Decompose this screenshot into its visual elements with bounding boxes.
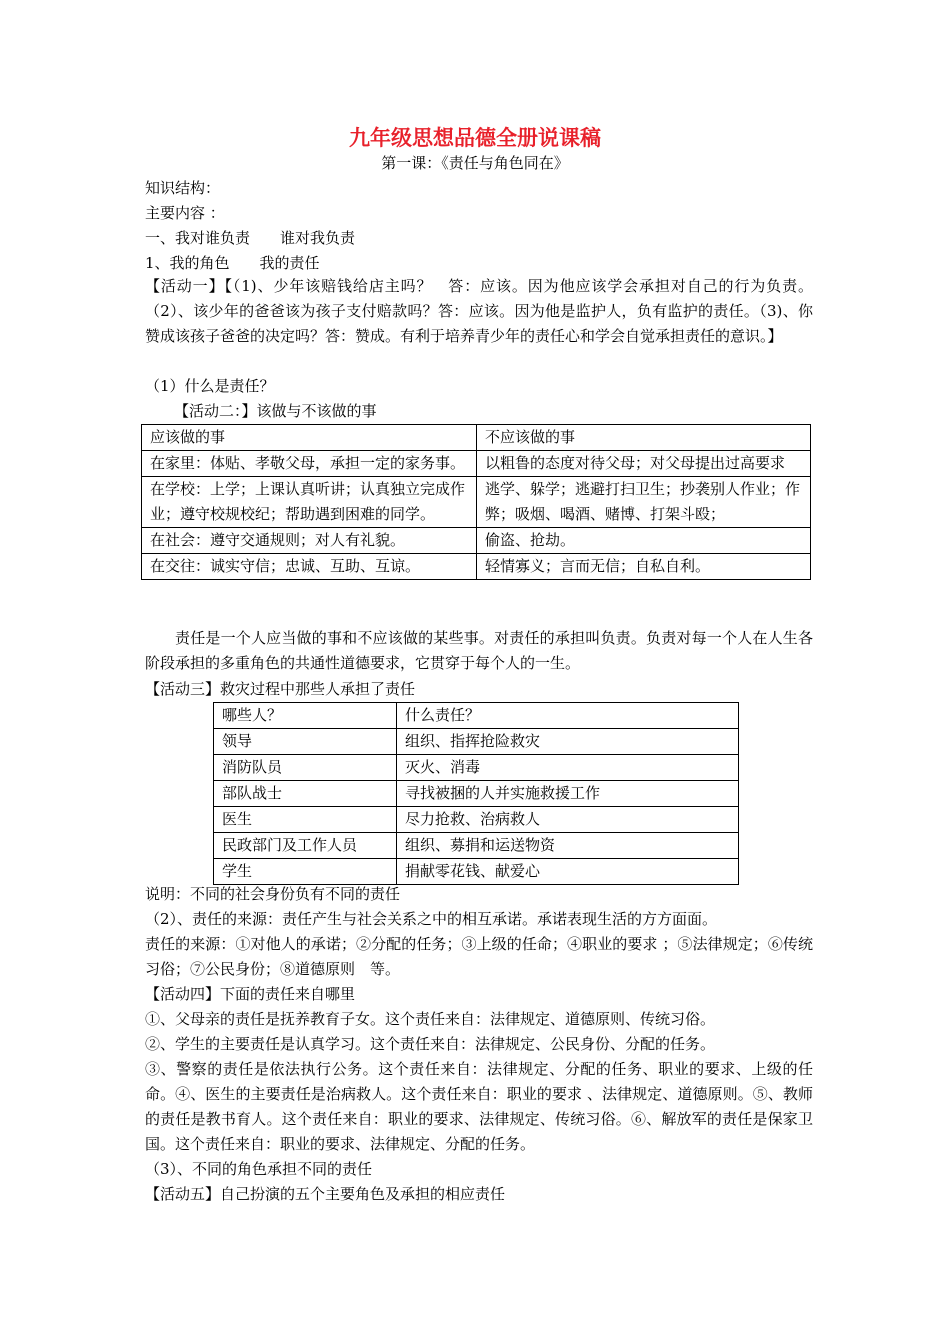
table-cell: 捐献零花钱、献爱心 [397, 859, 739, 885]
table-cell: 轻情寡义；言而无信；自私自利。 [477, 554, 811, 580]
activity-two-title: 【活动二：】该做与不该做的事 [174, 402, 377, 420]
table-header-row [214, 703, 739, 729]
table-cell: 在社会：遵守交通规则；对人有礼貌。 [142, 528, 477, 554]
table-cell: 尽力抢救、治病救人 [397, 807, 739, 833]
question-1: （1）什么是责任？ [145, 377, 275, 395]
table-cell: 部队战士 [214, 781, 397, 807]
activity-four-item-3: ③、警察的责任是依法执行公务。这个责任来自：法律规定、分配的任务、职业的要求、上级的任命。④、医生的主要责任是治病救人。这个责任来自：职业的要求 、法律规定、道德原则。⑤、教师的责任是教书育人。这个责任来自：职业的要求、法律规定、传统习俗。⑥、解放军的责任是保家卫国。这个责任来自：职业的要求、法律规定、分配的任务。 [145, 1060, 813, 1153]
disaster-relief-table [213, 702, 739, 885]
table-cell: 消防队员 [214, 755, 397, 781]
responsibility-sources: 责任的来源：①对他人的承诺；②分配的任务；③上级的任命；④职业的要求 ；⑤法律规定；⑥传统习俗；⑦公民身份；⑧道德原则 等。 [145, 935, 813, 978]
table-cell: 组织、指挥抢险救灾 [397, 729, 739, 755]
activity-one: 【活动一】【（1)、少年该赔钱给店主吗？ 答：应该。因为他应该学会承担对自己的行为负责。（2）、该少年的爸爸该为孩子支付赔款吗？答：应该。因为他是监护人，负有监护的责任。（3)、你赞成该孩子爸爸的决定吗？答：赞成。有利于培养青少年的责任心和学会自觉承担责任的意识。】 [145, 277, 813, 345]
question-3: （3）、不同的角色承担不同的责任 [145, 1160, 373, 1178]
table-cell: 在家里：体贴、孝敬父母，承担一定的家务事。 [142, 451, 477, 477]
table-cell: 民政部门及工作人员 [214, 833, 397, 859]
table-cell: 偷盗、抢劫。 [477, 528, 811, 554]
table-header-row [142, 425, 811, 451]
table-row [214, 833, 739, 859]
table-row [214, 781, 739, 807]
table-cell: 寻找被捆的人并实施救援工作 [397, 781, 739, 807]
note-text: 说明：不同的社会身份负有不同的责任 [145, 885, 401, 903]
table-row [142, 477, 811, 528]
table-cell: 在交往：诚实守信；忠诚、互助、互谅。 [142, 554, 477, 580]
table-cell: 学生 [214, 859, 397, 885]
table-cell: 在学校：上学；上课认真听讲；认真独立完成作业；遵守校规校纪；帮助遇到困难的同学。 [142, 477, 477, 528]
table-row [142, 554, 811, 580]
activity-four-item-1: ①、父母亲的责任是抚养教育子女。这个责任来自：法律规定、道德原则、传统习俗。 [145, 1010, 716, 1028]
table-header-cell: 不应该做的事 [477, 425, 811, 451]
responsibility-definition: 责任是一个人应当做的事和不应该做的某些事。对责任的承担叫负责。负责对每一个人在人生各阶段承担的多重角色的共通性道德要求，它贯穿于每个人的一生。 [145, 629, 813, 672]
table-cell: 灭火、消毒 [397, 755, 739, 781]
table-cell: 以粗鲁的态度对待父母；对父母提出过高要求 [477, 451, 811, 477]
table-row [214, 755, 739, 781]
activity-four-title: 【活动四】下面的责任来自哪里 [145, 985, 356, 1003]
main-content: 主要内容 ： [145, 204, 225, 222]
sub-heading-1: 1、我的角色 我的责任 [145, 254, 320, 272]
should-do-table [141, 424, 811, 580]
table-cell: 领导 [214, 729, 397, 755]
table-row [214, 729, 739, 755]
table-header-cell: 应该做的事 [142, 425, 477, 451]
question-2: （2）、责任的来源：责任产生与社会关系之中的相互承诺。承诺表现生活的方方面面。 [145, 910, 718, 928]
table-header-cell: 什么责任？ [397, 703, 739, 729]
part-one-heading: 一、我对谁负责 谁对我负责 [145, 229, 356, 247]
activity-five-title: 【活动五】自己扮演的五个主要角色及承担的相应责任 [145, 1185, 506, 1203]
table-header-cell: 哪些人？ [214, 703, 397, 729]
document-title: 九年级思想品德全册说课稿 [349, 125, 601, 150]
knowledge-structure: 知识结构： [145, 179, 221, 197]
table-row [214, 807, 739, 833]
table-row [142, 451, 811, 477]
table-row [142, 528, 811, 554]
table-cell: 组织、募捐和运送物资 [397, 833, 739, 859]
table-row [214, 859, 739, 885]
lesson-subtitle: 第一课：《责任与角色同在》 [381, 154, 569, 172]
activity-four-item-2: ②、学生的主要责任是认真学习。这个责任来自：法律规定、公民身份、分配的任务。 [145, 1035, 716, 1053]
table-cell: 医生 [214, 807, 397, 833]
activity-three-title: 【活动三】救灾过程中那些人承担了责任 [145, 680, 416, 698]
table-cell: 逃学、躲学；逃避打扫卫生；抄袭别人作业；作弊；吸烟、喝酒、赌博、打架斗殴； [477, 477, 811, 528]
